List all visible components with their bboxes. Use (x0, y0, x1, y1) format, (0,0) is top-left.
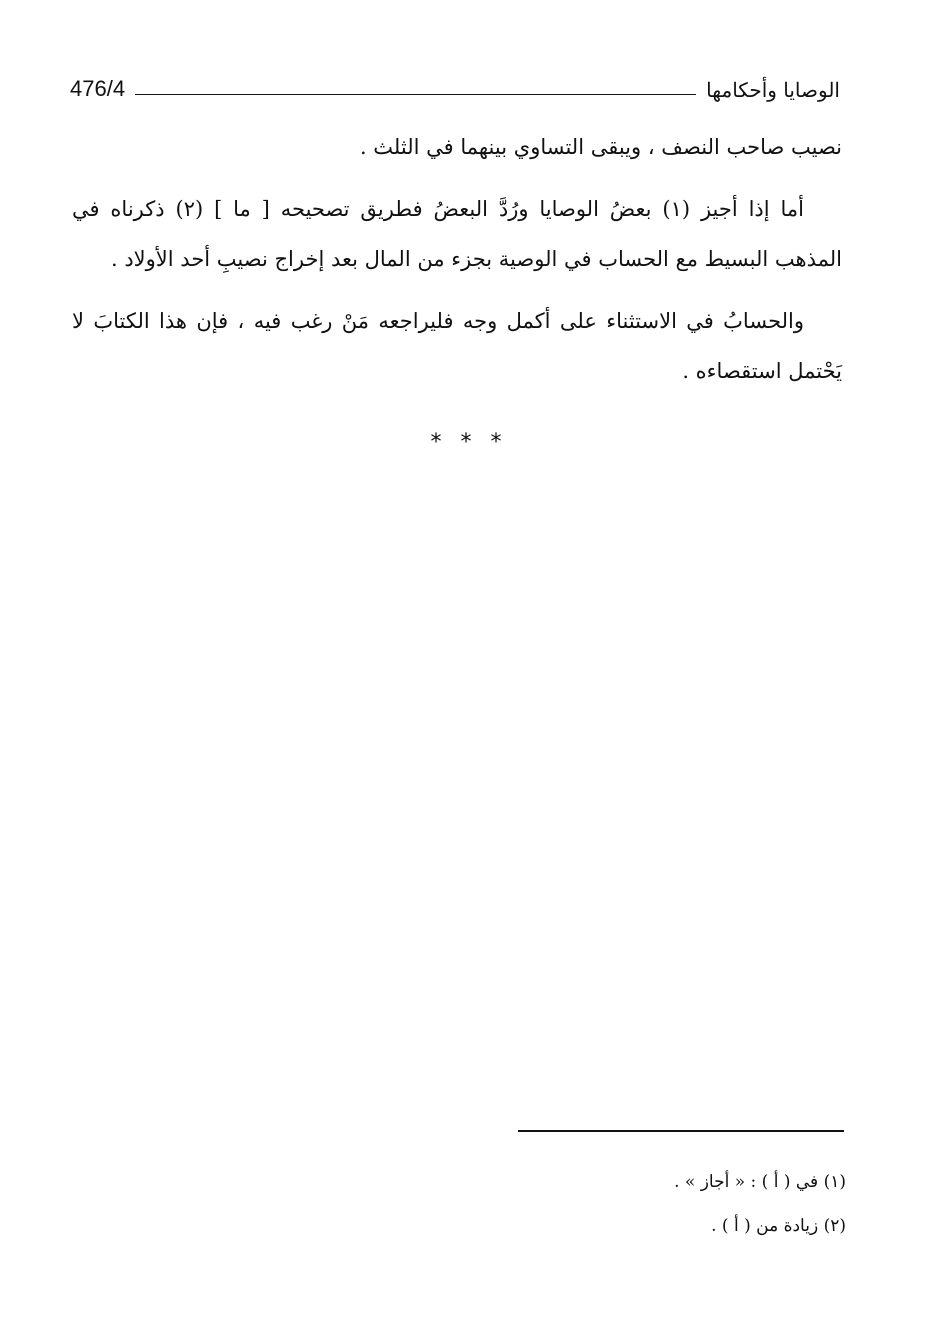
paragraph-allowed-bequests: أما إذا أجيز (١) بعضُ الوصايا ورُدَّ البعضُ فطريق تصحيحه [ ما ] (٢) ذكرناه في المذهب البسيط مع الحساب في الوصية بجزء من المال بعد إخراج نصيبِ أحد الأولاد . (72, 197, 842, 271)
footnote-rule (518, 1130, 844, 1132)
running-title: الوصايا وأحكامها (706, 78, 840, 102)
header-rule (135, 94, 696, 95)
page-number: 476/4 (70, 76, 126, 101)
footnotes (500, 1160, 846, 1248)
paragraph-continuation: نصيب صاحب النصف ، ويبقى التساوي بينهما في الثلث . (359, 135, 842, 159)
footnote-2: (٢) زيادة من ( أ ) . (711, 1216, 846, 1236)
paragraph-exception-calculation: والحسابُ في الاستثناء على أكمل وجه فليراجعه مَنْ رغب فيه ، فإن هذا الكتابَ لا يَحْتمل استقصاءه . (72, 309, 842, 383)
main-text (72, 122, 842, 408)
footnote-1: (١) في ( أ ) : « أجاز » . (674, 1172, 846, 1192)
page-header (70, 62, 840, 102)
section-separator: * * * (430, 430, 508, 455)
